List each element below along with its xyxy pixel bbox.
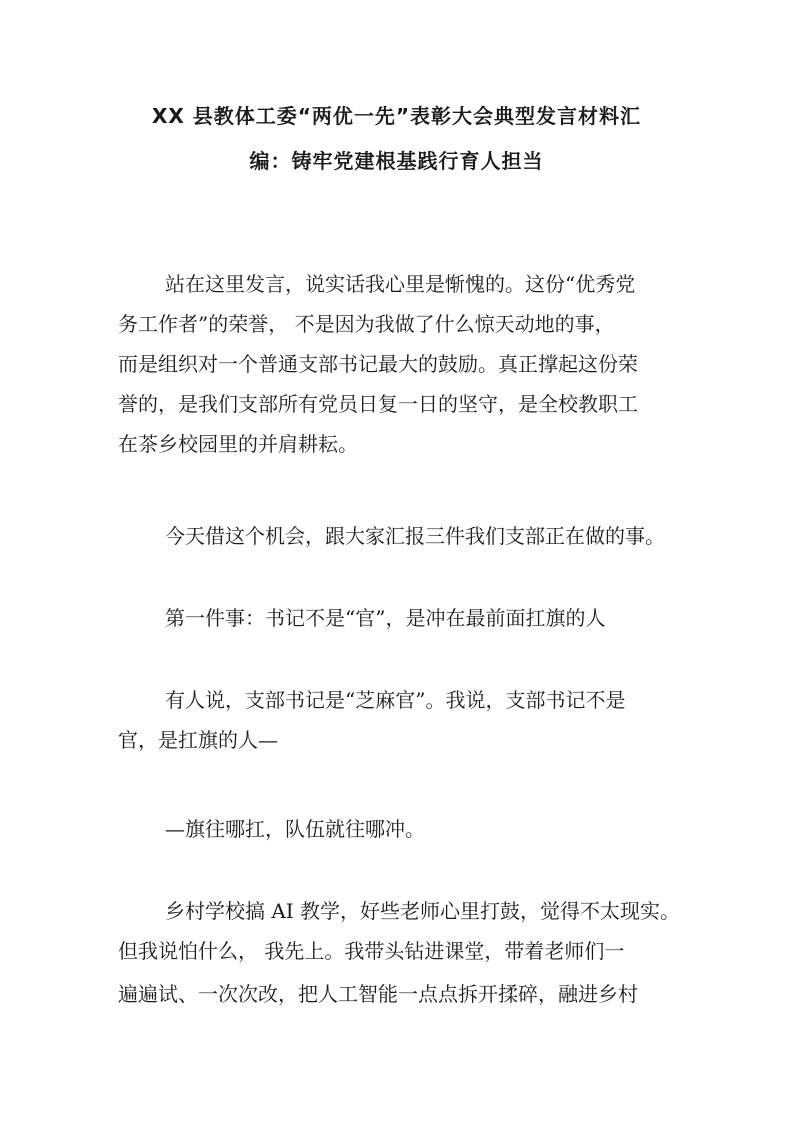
paragraph-2-line-1: 今天借这个机会，跟大家汇报三件我们支部正在做的事。: [165, 524, 665, 548]
paragraph-6-line-3: 遍遍试、一次次改，把人工智能一点点拆开揉碎，融进乡村: [118, 982, 638, 1006]
document-title-line-1: XX 县教体工委“两优一先”表彰大会典型发言材料汇: [151, 104, 642, 128]
paragraph-4-line-2: 官，是扛旗的人—: [118, 728, 278, 752]
paragraph-6-line-1: 乡村学校搞 AI 教学，好些老师心里打鼓，觉得不太现实。: [165, 899, 681, 923]
paragraph-1-line-3: 而是组织对一个普通支部书记最大的鼓励。真正撑起这份荣: [118, 352, 638, 376]
section-heading-1: 第一件事：书记不是“官”，是冲在最前面扛旗的人: [165, 606, 606, 630]
paragraph-4-line-1: 有人说，支部书记是“芝麻官”。我说，支部书记不是: [165, 688, 626, 712]
paragraph-6-line-2: 但我说怕什么， 我先上。我带头钻进课堂，带着老师们一: [118, 939, 625, 963]
paragraph-1-line-1: 站在这里发言，说实话我心里是惭愧的。这份“优秀党: [165, 272, 636, 296]
document-title-line-2: 编：铸牢党建根基践行育人担当: [249, 149, 544, 173]
paragraph-1-line-4: 誉的，是我们支部所有党员日复一日的坚守，是全校教职工: [118, 392, 638, 416]
paragraph-1-line-5: 在茶乡校园里的并肩耕耘。: [118, 432, 358, 456]
paragraph-1-line-2: 务工作者”的荣誉， 不是因为我做了什么惊天动地的事，: [118, 312, 615, 336]
paragraph-5-line-1: —旗往哪扛，队伍就往哪冲。: [165, 817, 425, 841]
